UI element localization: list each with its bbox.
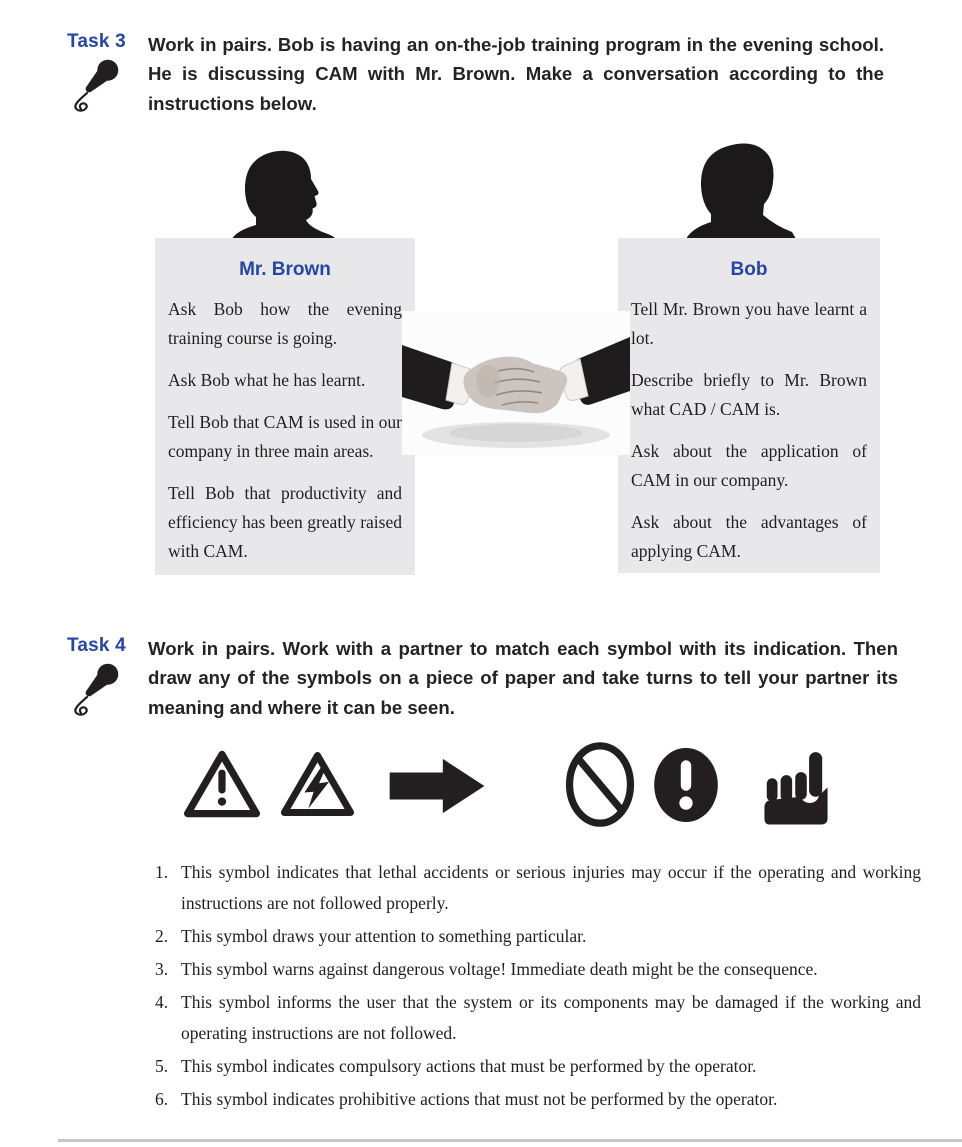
symbol-indications-list bbox=[155, 857, 921, 1117]
list-number: 1. bbox=[155, 862, 169, 882]
mr-brown-instruction-3: Tell Bob that CAM is used in our company in three main areas. bbox=[168, 412, 402, 461]
list-item bbox=[155, 1084, 921, 1115]
pointing-hand-icon bbox=[756, 749, 836, 826]
list-item bbox=[155, 921, 921, 952]
microphone-icon bbox=[68, 660, 124, 718]
warning-triangle-high-voltage-icon bbox=[279, 743, 356, 825]
list-text: This symbol indicates that lethal accidents or serious injuries may occur if the operating and working instructions are not followed properly. bbox=[181, 862, 921, 913]
warning-triangle-exclamation-icon bbox=[182, 743, 262, 825]
list-text: This symbol indicates compulsory actions that must be performed by the operator. bbox=[181, 1056, 757, 1076]
list-number: 4. bbox=[155, 992, 169, 1012]
microphone-icon bbox=[68, 56, 124, 114]
handshake-photo bbox=[402, 311, 630, 455]
bob-card bbox=[618, 238, 880, 573]
task3-label: Task 3 bbox=[67, 31, 126, 52]
right-arrow-icon bbox=[388, 757, 488, 815]
list-item bbox=[155, 857, 921, 919]
list-number: 3. bbox=[155, 959, 169, 979]
list-item bbox=[155, 1051, 921, 1082]
bob-silhouette-image bbox=[684, 134, 796, 239]
mr-brown-card bbox=[155, 238, 415, 575]
card-title-bob: Bob bbox=[730, 259, 768, 280]
list-text: This symbol warns against dangerous voltage! Immediate death might be the consequence. bbox=[181, 959, 818, 979]
prohibition-circle-icon bbox=[563, 741, 637, 828]
mr-brown-silhouette-image bbox=[226, 139, 336, 239]
list-number: 6. bbox=[155, 1089, 169, 1109]
task4-instruction: Work in pairs. Work with a partner to match each symbol with its indication. Then draw any of the symbols on a piece of paper and take turns to tell your partner its meaning and where it can be seen. bbox=[148, 638, 898, 718]
bob-instruction-2: Describe briefly to Mr. Brown what CAD / CAM is. bbox=[631, 370, 867, 419]
mr-brown-instruction-4: Tell Bob that productivity and efficiency has been greatly raised with CAM. bbox=[168, 483, 402, 561]
list-item bbox=[155, 987, 921, 1049]
bob-instruction-3: Ask about the application of CAM in our company. bbox=[631, 441, 867, 490]
list-number: 2. bbox=[155, 926, 169, 946]
card-title-mr-brown: Mr. Brown bbox=[239, 259, 331, 280]
attention-exclamation-circle-icon bbox=[652, 747, 720, 823]
bob-instruction-1: Tell Mr. Brown you have learnt a lot. bbox=[631, 299, 867, 348]
list-item bbox=[155, 954, 921, 985]
task3-instruction: Work in pairs. Bob is having an on-the-job training program in the evening school. He is discussing CAM with Mr. Brown. Make a conversation according to the instructions below. bbox=[148, 34, 884, 114]
page-bottom-rule bbox=[58, 1139, 962, 1142]
list-number: 5. bbox=[155, 1056, 169, 1076]
bob-instruction-4: Ask about the advantages of applying CAM. bbox=[631, 512, 867, 561]
list-text: This symbol draws your attention to something particular. bbox=[181, 926, 587, 946]
mr-brown-instruction-2: Ask Bob what he has learnt. bbox=[168, 370, 366, 390]
list-text: This symbol informs the user that the system or its components may be damaged if the working and operating instructions are not followed. bbox=[181, 992, 921, 1043]
mr-brown-instruction-1: Ask Bob how the evening training course is going. bbox=[168, 299, 402, 348]
task4-label: Task 4 bbox=[67, 635, 126, 656]
list-text: This symbol indicates prohibitive actions that must not be performed by the operator. bbox=[181, 1089, 778, 1109]
